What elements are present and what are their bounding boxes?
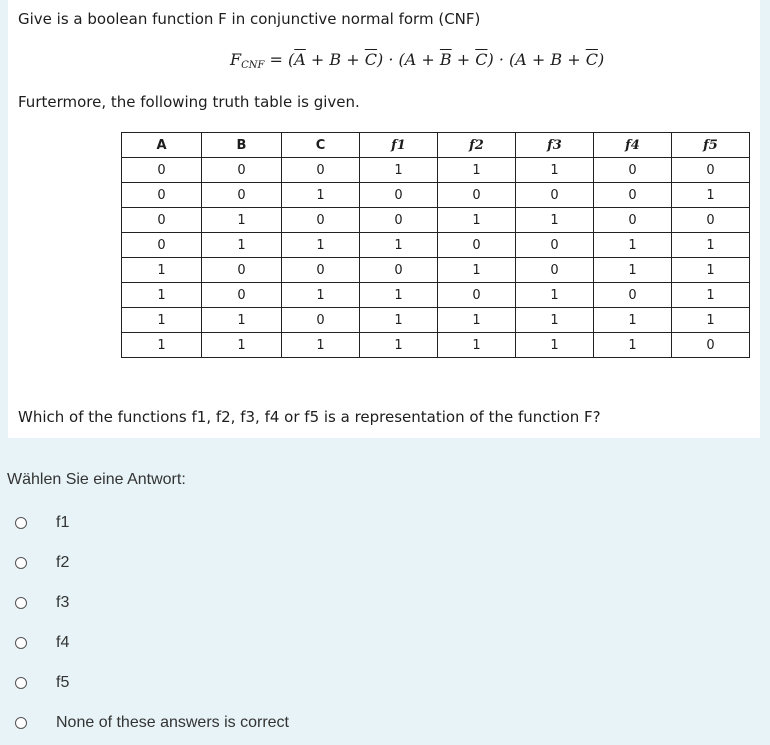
radio-button[interactable] <box>15 557 27 569</box>
table-cell: 0 <box>122 158 202 183</box>
header-f4: f4 <box>594 133 672 158</box>
table-cell: 0 <box>594 158 672 183</box>
table-row <box>122 183 750 208</box>
table-cell: 1 <box>594 233 672 258</box>
formula-part: ) · (A + <box>377 50 440 69</box>
formula-term-b-bar: $\overline{B}$ <box>439 50 452 69</box>
table-row <box>122 333 750 358</box>
table-cell: 1 <box>202 208 282 233</box>
table-cell: 1 <box>672 233 750 258</box>
option-label: None of these answers is correct <box>56 714 289 731</box>
table-cell: 1 <box>516 208 594 233</box>
table-cell: 1 <box>282 333 360 358</box>
radio-button[interactable] <box>15 677 27 689</box>
option-label: f2 <box>56 554 70 571</box>
question-prompt: Which of the functions f1, f2, f3, f4 or f5 is a representation of the function F? <box>18 408 601 426</box>
table-cell: 0 <box>672 333 750 358</box>
table-cell: 1 <box>438 158 516 183</box>
answer-label: Wählen Sie eine Antwort: <box>7 471 186 488</box>
table-cell: 1 <box>438 333 516 358</box>
formula-term-a-bar: $\overline{A}$ <box>294 50 306 69</box>
table-cell: 1 <box>122 333 202 358</box>
table-cell: 0 <box>202 283 282 308</box>
table-cell: 0 <box>282 258 360 283</box>
formula-part: + B + <box>305 50 365 69</box>
option-label: f4 <box>56 634 70 651</box>
table-cell: 1 <box>282 183 360 208</box>
header-b: B <box>202 133 282 158</box>
table-cell: 1 <box>122 283 202 308</box>
table-cell: 0 <box>594 208 672 233</box>
header-c: C <box>282 133 360 158</box>
table-cell: 1 <box>516 308 594 333</box>
question-card <box>8 0 760 438</box>
table-cell: 1 <box>594 258 672 283</box>
table-cell: 0 <box>202 158 282 183</box>
radio-button[interactable] <box>15 597 27 609</box>
table-cell: 1 <box>202 333 282 358</box>
table-cell: 1 <box>594 333 672 358</box>
header-f3: f3 <box>516 133 594 158</box>
header-f1: f1 <box>360 133 438 158</box>
table-row <box>122 258 750 283</box>
table-cell: 1 <box>202 233 282 258</box>
option-label: f1 <box>56 514 70 531</box>
formula-term-c-bar: $\overline{C}$ <box>364 50 378 69</box>
table-cell: 0 <box>516 258 594 283</box>
table-cell: 0 <box>282 208 360 233</box>
table-row <box>122 233 750 258</box>
table-cell: 1 <box>360 158 438 183</box>
table-cell: 0 <box>438 283 516 308</box>
table-cell: 1 <box>516 158 594 183</box>
radio-button[interactable] <box>15 637 27 649</box>
table-cell: 0 <box>672 208 750 233</box>
option-f3[interactable] <box>15 583 289 623</box>
table-cell: 0 <box>360 208 438 233</box>
table-cell: 0 <box>360 183 438 208</box>
truth-table-header <box>122 133 750 158</box>
answer-options <box>15 503 289 743</box>
option-label: f5 <box>56 674 70 691</box>
option-f1[interactable] <box>15 503 289 543</box>
formula-part: ) · (A + B + <box>487 50 586 69</box>
table-cell: 0 <box>202 258 282 283</box>
formula-subscript: CNF <box>241 60 265 71</box>
table-cell: 1 <box>122 308 202 333</box>
header-a: A <box>122 133 202 158</box>
option-f2[interactable] <box>15 543 289 583</box>
table-cell: 0 <box>516 233 594 258</box>
table-cell: 1 <box>672 183 750 208</box>
table-intro: Furtermore, the following truth table is given. <box>18 93 360 111</box>
formula-eq: = ( <box>264 50 295 69</box>
table-cell: 0 <box>594 183 672 208</box>
formula-part: ) <box>597 50 605 69</box>
formula-term-c-bar: $\overline{C}$ <box>585 50 598 69</box>
table-cell: 0 <box>122 233 202 258</box>
radio-button[interactable] <box>15 717 27 729</box>
truth-table-body <box>122 158 750 358</box>
table-cell: 0 <box>122 208 202 233</box>
table-cell: 1 <box>672 283 750 308</box>
table-cell: 1 <box>594 308 672 333</box>
table-row <box>122 283 750 308</box>
table-row <box>122 158 750 183</box>
table-cell: 1 <box>282 283 360 308</box>
table-cell: 0 <box>122 183 202 208</box>
option-f4[interactable] <box>15 623 289 663</box>
table-cell: 1 <box>282 233 360 258</box>
table-cell: 0 <box>282 158 360 183</box>
table-cell: 0 <box>202 183 282 208</box>
table-cell: 0 <box>594 283 672 308</box>
table-cell: 0 <box>438 183 516 208</box>
table-cell: 1 <box>360 308 438 333</box>
table-cell: 1 <box>122 258 202 283</box>
option-label: f3 <box>56 594 70 611</box>
header-f5: f5 <box>672 133 750 158</box>
table-row <box>122 308 750 333</box>
formula-part: + <box>451 50 476 69</box>
table-cell: 0 <box>282 308 360 333</box>
table-cell: 0 <box>438 233 516 258</box>
table-cell: 1 <box>438 258 516 283</box>
question-intro: Give is a boolean function F in conjunctive normal form (CNF) <box>18 10 481 28</box>
formula-lhs: F <box>230 50 242 69</box>
table-cell: 0 <box>672 158 750 183</box>
table-cell: 1 <box>360 283 438 308</box>
formula-term-c-bar: $\overline{C}$ <box>475 50 488 69</box>
option-none[interactable] <box>15 703 289 743</box>
table-cell: 0 <box>516 183 594 208</box>
table-cell: 1 <box>360 233 438 258</box>
table-cell: 1 <box>360 333 438 358</box>
table-cell: 1 <box>438 208 516 233</box>
table-cell: 1 <box>516 283 594 308</box>
truth-table <box>121 132 750 358</box>
table-cell: 0 <box>360 258 438 283</box>
table-cell: 1 <box>672 308 750 333</box>
cnf-formula <box>230 50 604 71</box>
radio-button[interactable] <box>15 517 27 529</box>
table-row <box>122 208 750 233</box>
option-f5[interactable] <box>15 663 289 703</box>
table-cell: 1 <box>438 308 516 333</box>
table-cell: 1 <box>672 258 750 283</box>
header-f2: f2 <box>438 133 516 158</box>
table-cell: 1 <box>516 333 594 358</box>
table-cell: 1 <box>202 308 282 333</box>
